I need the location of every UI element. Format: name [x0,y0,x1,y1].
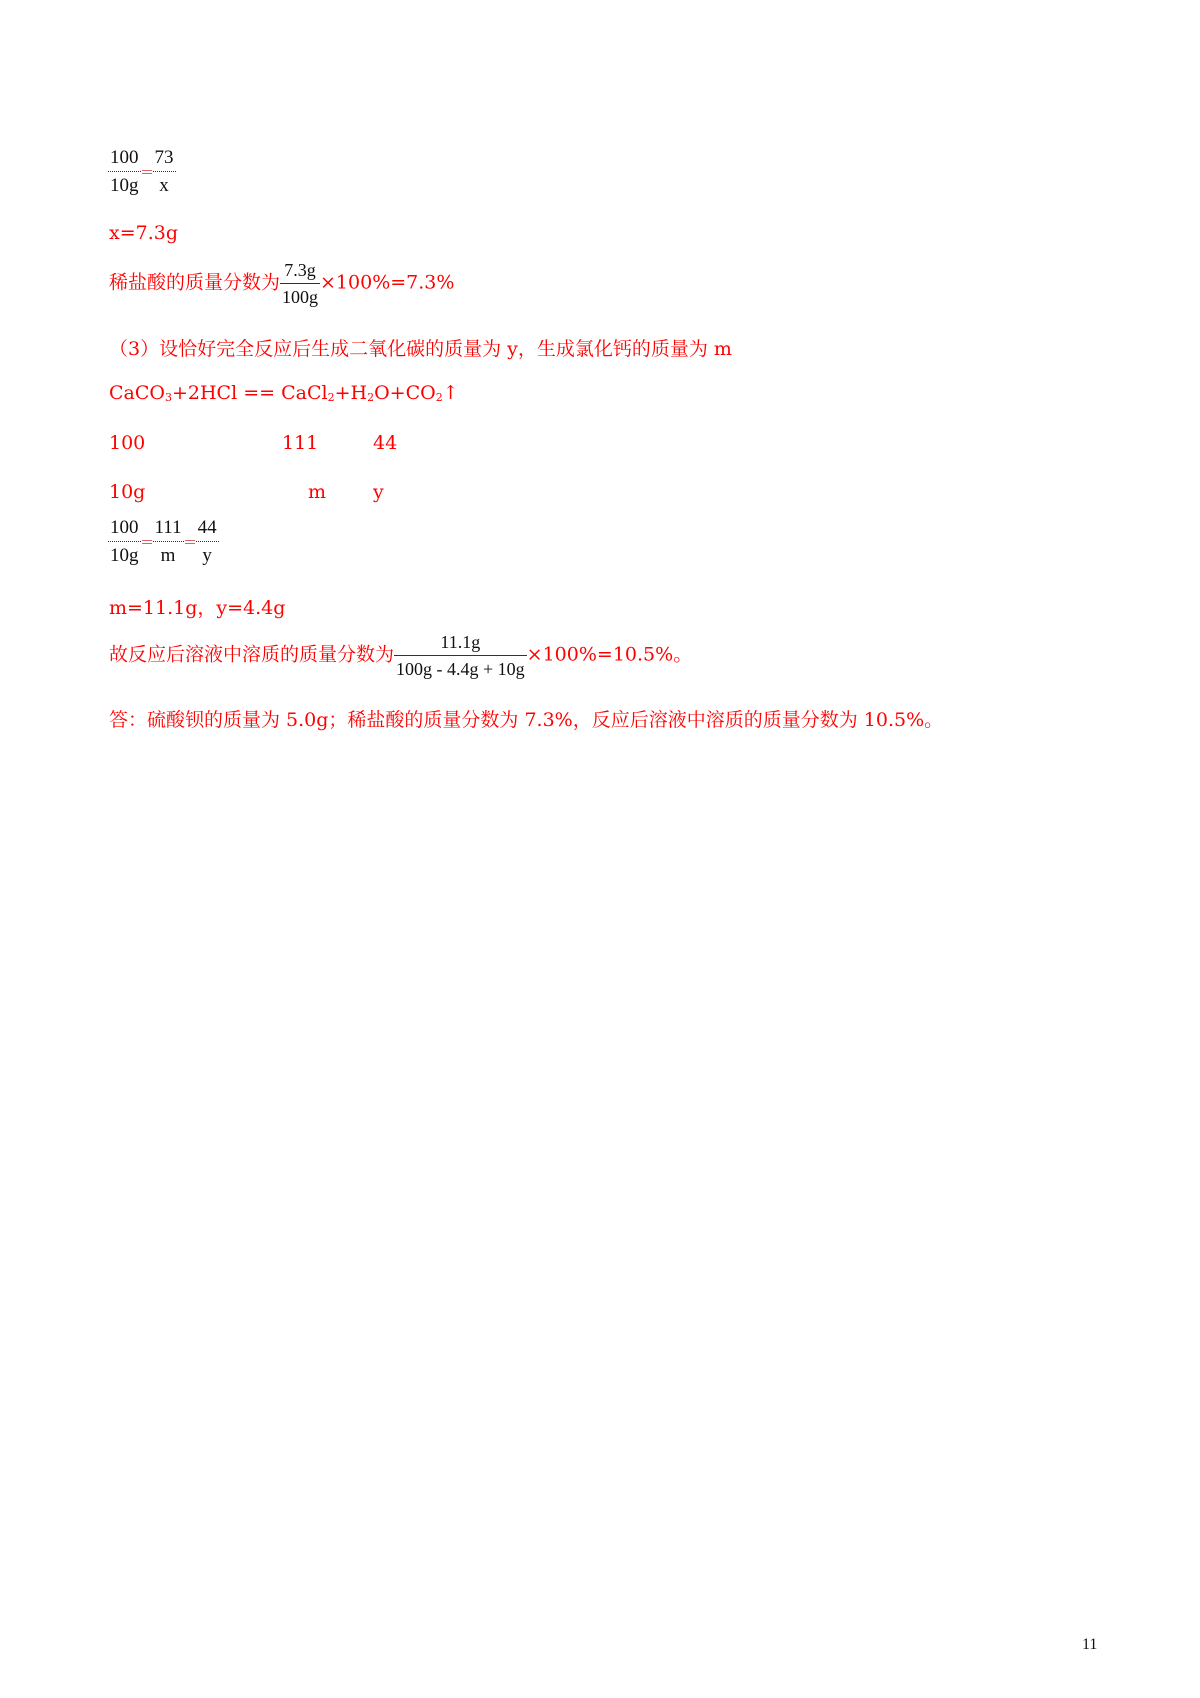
hcl-fraction-line: 稀盐酸的质量分数为 $\frac{7.3g}{100g}$ ×100%=7.3% [109,260,455,307]
fraction-111-m: 111 m [154,517,182,566]
fraction-100-10g: 100 10g [110,517,139,566]
page-number: 11 [1082,1636,1098,1653]
molar-mass-44: 44 [373,432,398,454]
proportion-hcl [108,148,176,196]
hcl-fraction: $\frac{7.3g}{100g}$ [282,260,319,307]
fraction-100-10g: 100 10g [110,147,139,196]
quantity-m: m [308,481,327,503]
molar-mass-111: 111 [282,432,319,454]
solution-fraction: $\frac{11.1g}{100g - 4.4g + 10g}$ [396,632,525,679]
step-3-heading: （3）设恰好完全反应后生成二氧化碳的质量为 y，生成氯化钙的质量为 m [109,338,732,360]
molar-mass-100: 100 [109,432,146,454]
solution-fraction-line: 故反应后溶液中溶质的质量分数为 $\frac{11.1g}{100g - 4.4g + 10g}$ ×100%=10.5%。 [109,632,693,679]
chemical-equation: CaCO$_3$+2HCl == $CaCl_2+H_2O+CO_2↑$ [109,382,459,404]
m-y-result: m=11.1g，y=4.4g [109,597,286,619]
quantity-10g: 10g [109,481,146,503]
fraction-73-x: 73 x [154,147,174,196]
proportion-caco3 [108,518,219,566]
x-result: x=7.3g [109,222,179,244]
fraction-44-y: 44 y [197,517,217,566]
quantity-y: y [373,481,384,503]
final-answer: 答：硫酸钡的质量为 5.0g；稀盐酸的质量分数为 7.3%，反应后溶液中溶质的质量分数为 10.5%。 [109,709,944,731]
